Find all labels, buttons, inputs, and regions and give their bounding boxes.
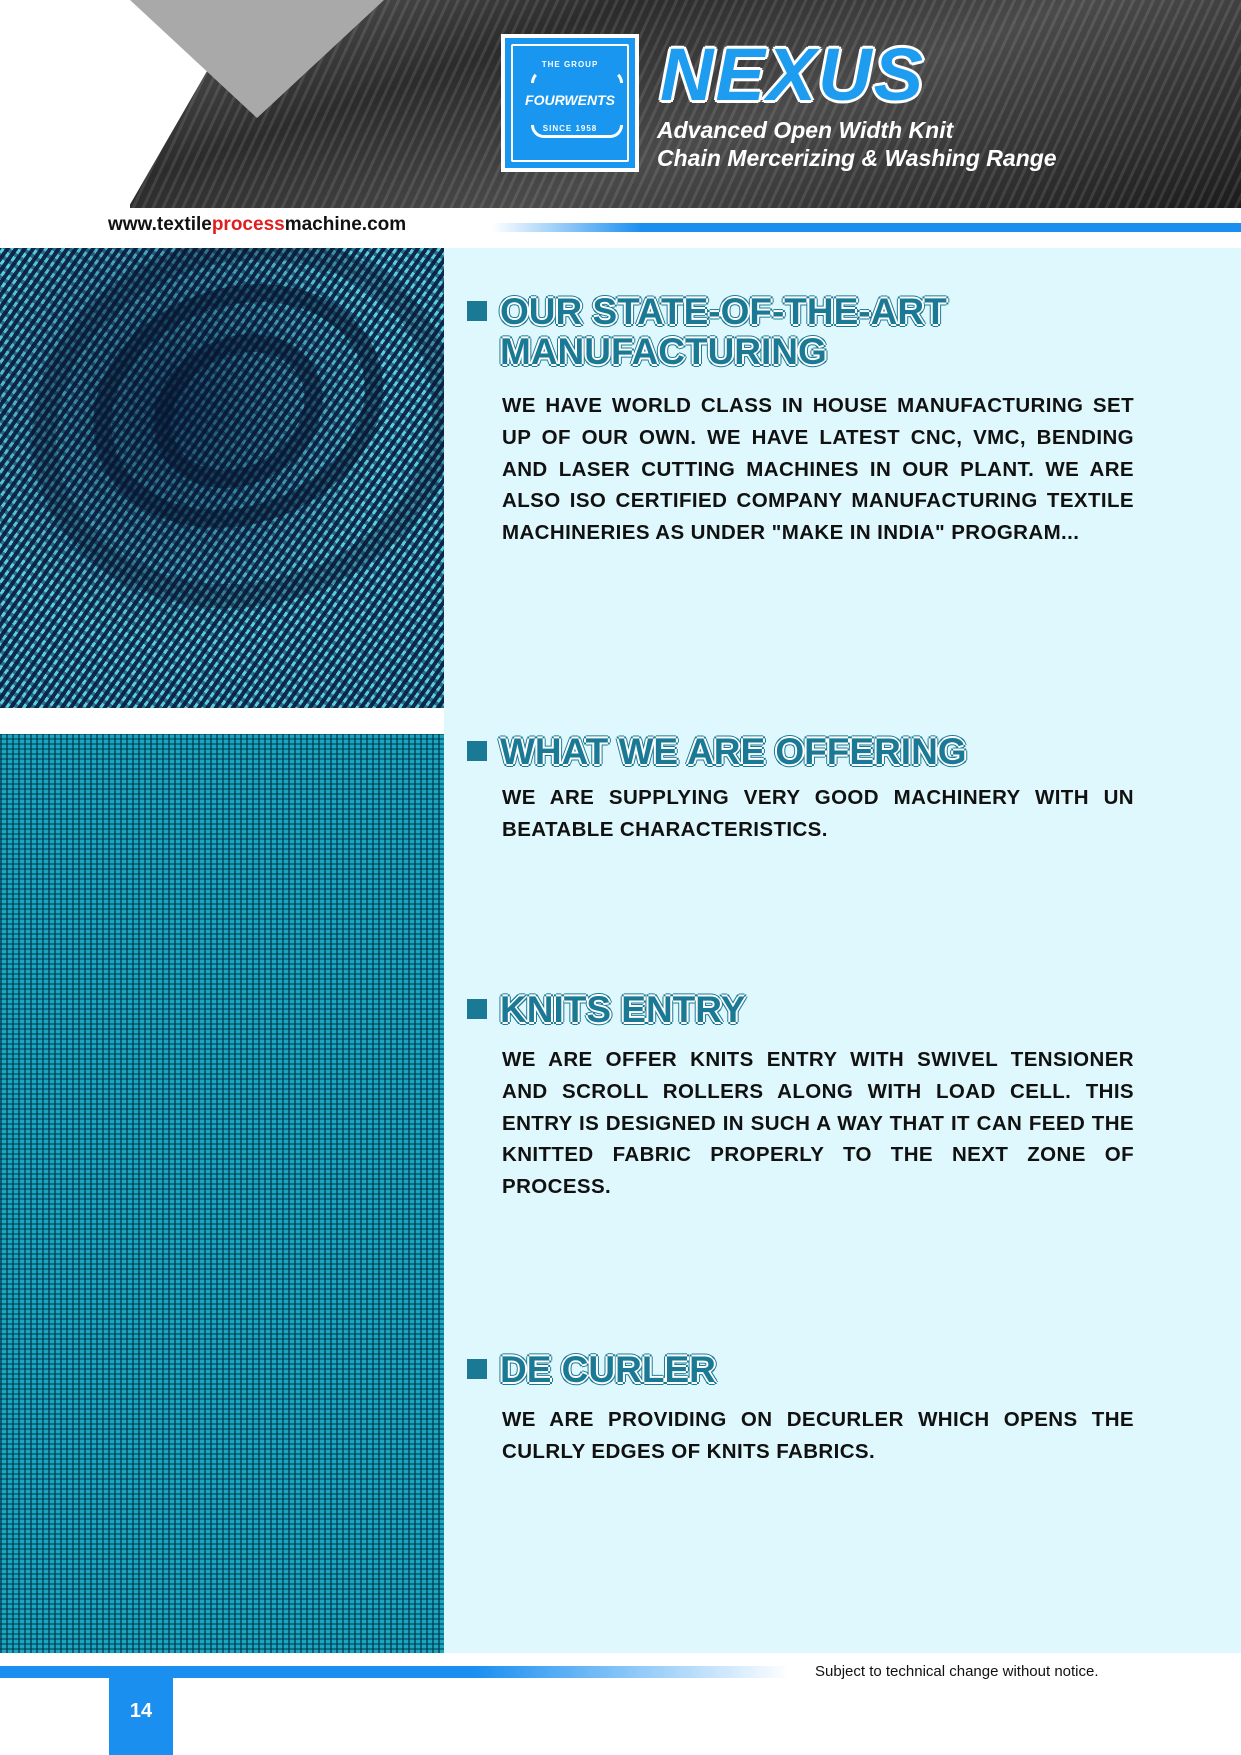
square-bullet-icon — [467, 1359, 487, 1379]
brand-subtitle — [657, 116, 1057, 172]
logo-name: FOURWENTS — [525, 92, 615, 108]
section-knits-entry — [467, 990, 1135, 1203]
header-banner — [0, 0, 1241, 208]
section-body: WE ARE SUPPLYING VERY GOOD MACHINERY WITH UN BEATABLE CHARACTERISTICS. — [502, 786, 1134, 841]
header-corner-white — [0, 0, 130, 208]
section-decurler — [467, 1350, 1135, 1468]
logo-bottom-arc — [531, 125, 623, 138]
section-body: WE HAVE WORLD CLASS IN HOUSE MANUFACTURING SET UP OF OUR OWN. WE HAVE LATEST CNC, VMC, BENDING AND LASER CUTTING MACHINES IN OUR PLANT. WE ARE ALSO ISO CERTIFIED COMPANY MANUFACTURING TEXTILE MACHINERIES AS UNDER "MAKE IN INDIA" PROGRAM... — [502, 394, 1134, 545]
header-corner-gray-triangle — [130, 0, 384, 118]
brand-subtitle-line2: Chain Mercerizing & Washing Range — [657, 145, 1057, 171]
section-heading — [467, 990, 1135, 1030]
website-part3: machine.com — [284, 214, 407, 235]
section-body: WE ARE PROVIDING ON DECURLER WHICH OPENS THE CULRLY EDGES OF KNITS FABRICS. — [502, 1408, 1134, 1463]
section-heading — [467, 292, 1135, 372]
website-part1: www.textile — [108, 214, 212, 235]
website-part2: process — [211, 214, 285, 235]
logo-top-arc — [531, 70, 623, 83]
section-manufacturing — [467, 292, 1135, 549]
square-bullet-icon — [467, 741, 487, 761]
fabric-swirl-image — [0, 248, 444, 708]
section-heading — [467, 732, 1135, 772]
section-title: OUR STATE-OF-THE-ART MANUFACTURING — [500, 291, 947, 372]
brand-subtitle-line1: Advanced Open Width Knit — [657, 117, 954, 143]
header-divider-rule — [492, 223, 1241, 232]
section-heading — [467, 1350, 1135, 1390]
section-title: DE CURLER — [500, 1349, 716, 1390]
fabric-mesh-image — [0, 734, 444, 1653]
company-logo — [501, 34, 639, 172]
logo-since-text: SINCE 1958 — [542, 124, 598, 133]
section-body: WE ARE OFFER KNITS ENTRY WITH SWIVEL TENSIONER AND SCROLL ROLLERS ALONG WITH LOAD CELL. THIS ENTRY IS DESIGNED IN SUCH A WAY THAT IT CAN FEED THE KNITTED FABRIC PROPERLY TO THE NEXT ZONE OF PROCESS. — [502, 1048, 1134, 1199]
fabric-swirl-ring-3 — [0, 248, 444, 655]
section-title: KNITS ENTRY — [500, 989, 746, 1030]
footer-notice: Subject to technical change without notice. — [815, 1663, 1099, 1680]
company-logo-frame — [511, 44, 629, 162]
square-bullet-icon — [467, 999, 487, 1019]
website-url[interactable] — [108, 214, 406, 236]
logo-top-text: THE GROUP — [541, 60, 599, 69]
section-title: WHAT WE ARE OFFERING — [500, 731, 967, 772]
section-offering — [467, 732, 1135, 846]
square-bullet-icon — [467, 301, 487, 321]
page-number: 14 — [129, 1700, 153, 1722]
brand-name: NEXUS — [660, 33, 925, 116]
